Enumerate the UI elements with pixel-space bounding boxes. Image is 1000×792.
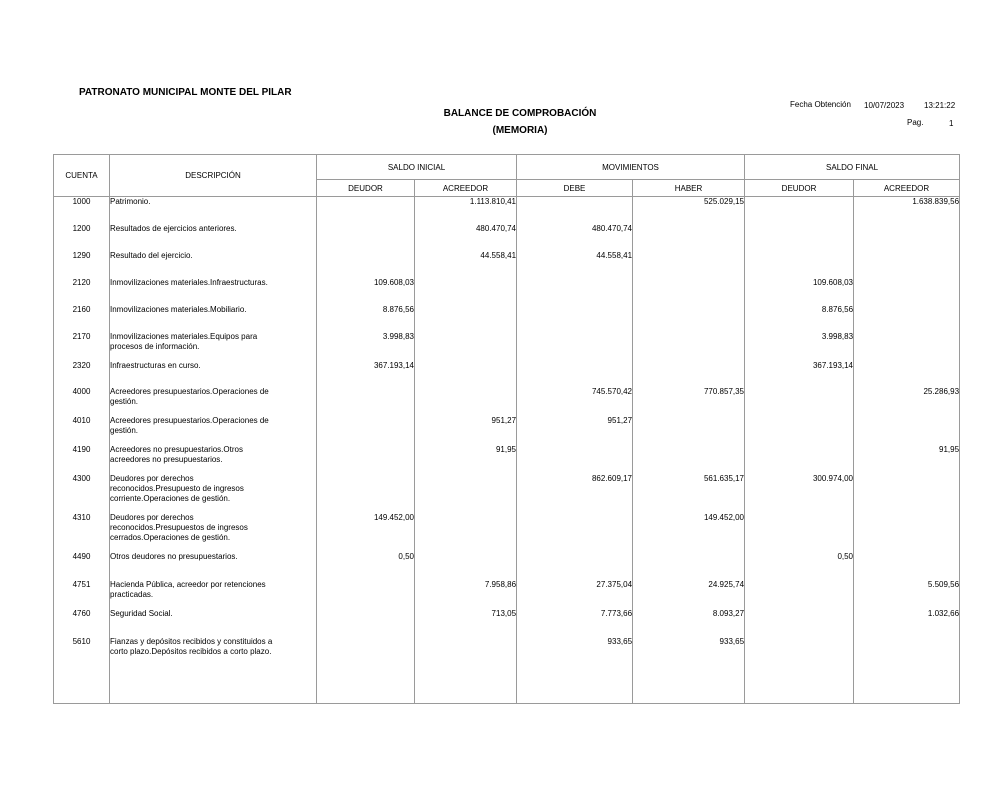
cell-si-deudor — [317, 580, 415, 609]
cell-mov-debe: 745.570,42 — [517, 387, 633, 416]
table-row — [54, 637, 960, 667]
cell-sf-deudor: 0,50 — [745, 552, 854, 580]
cell-sf-acreedor: 5.509,56 — [854, 580, 960, 609]
cell-si-deudor: 8.876,56 — [317, 305, 415, 332]
description-line: gestión. — [110, 396, 139, 406]
cell-sf-deudor — [745, 224, 854, 251]
cell-descripcion — [110, 474, 317, 513]
cell-si-deudor: 367.193,14 — [317, 361, 415, 387]
cell-mov-haber — [633, 552, 745, 580]
description-line: Deudores por derechos — [110, 473, 194, 483]
cell-si-deudor: 149.452,00 — [317, 513, 415, 552]
cell-sf-deudor: 367.193,14 — [745, 361, 854, 387]
cell-mov-haber: 770.857,35 — [633, 387, 745, 416]
cell-cuenta: 2160 — [54, 305, 110, 332]
cell-mov-haber — [633, 445, 745, 474]
cell-cuenta: 4751 — [54, 580, 110, 609]
cell-si-deudor — [317, 445, 415, 474]
description-line: acreedores no presupuestarios. — [110, 454, 223, 464]
description-line: Resultados de ejercicios anteriores. — [110, 223, 237, 233]
cell-sf-deudor — [745, 580, 854, 609]
table-row — [54, 197, 960, 224]
cell-descripcion — [110, 251, 317, 278]
description-line: corto plazo.Depósitos recibidos a corto plazo. — [110, 646, 272, 656]
empty-cell — [317, 667, 415, 704]
cell-si-deudor: 3.998,83 — [317, 332, 415, 361]
cell-sf-acreedor — [854, 361, 960, 387]
cell-cuenta: 4000 — [54, 387, 110, 416]
cell-cuenta: 5610 — [54, 637, 110, 667]
cell-mov-haber — [633, 305, 745, 332]
cell-si-acreedor: 951,27 — [415, 416, 517, 445]
cell-cuenta: 4190 — [54, 445, 110, 474]
cell-si-acreedor: 713,05 — [415, 609, 517, 637]
cell-mov-debe — [517, 278, 633, 305]
cell-sf-acreedor: 91,95 — [854, 445, 960, 474]
cell-sf-acreedor — [854, 251, 960, 278]
table-row — [54, 251, 960, 278]
table-row — [54, 416, 960, 445]
fecha-value: 10/07/2023 — [864, 101, 905, 110]
cell-mov-haber — [633, 251, 745, 278]
cell-mov-haber: 149.452,00 — [633, 513, 745, 552]
cell-mov-haber: 8.093,27 — [633, 609, 745, 637]
cell-cuenta: 4760 — [54, 609, 110, 637]
cell-mov-haber: 24.925,74 — [633, 580, 745, 609]
description-line: Fianzas y depósitos recibidos y constituidos a — [110, 636, 273, 646]
table-row — [54, 278, 960, 305]
description-line: practicadas. — [110, 589, 154, 599]
cell-sf-deudor — [745, 197, 854, 224]
cell-descripcion — [110, 332, 317, 361]
cell-si-deudor — [317, 251, 415, 278]
table-row — [54, 580, 960, 609]
filler-row — [54, 667, 960, 704]
description-line: Acreedores presupuestarios.Operaciones de — [110, 386, 269, 396]
header-descripcion: DESCRIPCIÓN — [110, 155, 317, 197]
cell-cuenta: 2120 — [54, 278, 110, 305]
description-line: reconocidos.Presupuestos de ingresos — [110, 522, 248, 532]
cell-mov-haber: 525.029,15 — [633, 197, 745, 224]
cell-sf-acreedor: 1.638.839,56 — [854, 197, 960, 224]
cell-sf-deudor: 109.608,03 — [745, 278, 854, 305]
cell-si-deudor — [317, 224, 415, 251]
description-line: Hacienda Pública, acreedor por retenciones — [110, 579, 266, 589]
cell-mov-haber — [633, 224, 745, 251]
description-line: Otros deudores no presupuestarios. — [110, 551, 238, 561]
header-cuenta: CUENTA — [54, 155, 110, 197]
description-line: Inmovilizaciones materiales.Infraestructuras. — [110, 277, 268, 287]
cell-cuenta: 2170 — [54, 332, 110, 361]
report-subtitle: (MEMORIA) — [492, 125, 548, 136]
description-line: Deudores por derechos — [110, 512, 194, 522]
cell-si-acreedor: 91,95 — [415, 445, 517, 474]
cell-si-deudor: 109.608,03 — [317, 278, 415, 305]
empty-cell — [745, 667, 854, 704]
cell-descripcion — [110, 513, 317, 552]
cell-cuenta: 1200 — [54, 224, 110, 251]
cell-descripcion — [110, 305, 317, 332]
cell-sf-acreedor: 1.032,66 — [854, 609, 960, 637]
description-line: procesos de información. — [110, 341, 200, 351]
organization-name: PATRONATO MUNICIPAL MONTE DEL PILAR — [79, 87, 292, 98]
cell-sf-deudor: 3.998,83 — [745, 332, 854, 361]
cell-mov-haber — [633, 361, 745, 387]
description-line: reconocidos.Presupuesto de ingresos — [110, 483, 244, 493]
cell-cuenta: 4300 — [54, 474, 110, 513]
empty-cell — [415, 667, 517, 704]
empty-cell — [110, 667, 317, 704]
cell-si-acreedor — [415, 332, 517, 361]
cell-mov-debe — [517, 332, 633, 361]
page-number: 1 — [949, 119, 954, 128]
description-line: Inmovilizaciones materiales.Mobiliario. — [110, 304, 247, 314]
cell-si-acreedor — [415, 361, 517, 387]
cell-sf-acreedor — [854, 416, 960, 445]
hora-value: 13:21:22 — [924, 101, 956, 110]
cell-sf-deudor: 300.974,00 — [745, 474, 854, 513]
cell-si-deudor — [317, 637, 415, 667]
cell-si-acreedor — [415, 278, 517, 305]
fecha-label: Fecha Obtención — [790, 100, 851, 109]
empty-cell — [633, 667, 745, 704]
cell-sf-deudor: 8.876,56 — [745, 305, 854, 332]
cell-si-acreedor — [415, 387, 517, 416]
description-line: corriente.Operaciones de gestión. — [110, 493, 231, 503]
cell-si-acreedor — [415, 513, 517, 552]
cell-sf-deudor — [745, 609, 854, 637]
cell-mov-haber: 933,65 — [633, 637, 745, 667]
subheader-sf-acreedor: ACREEDOR — [854, 180, 960, 197]
cell-sf-deudor — [745, 445, 854, 474]
cell-descripcion — [110, 609, 317, 637]
description-line: Acreedores no presupuestarios.Otros — [110, 444, 243, 454]
cell-si-deudor — [317, 474, 415, 513]
cell-si-acreedor: 7.958,86 — [415, 580, 517, 609]
cell-cuenta: 1000 — [54, 197, 110, 224]
cell-mov-haber — [633, 332, 745, 361]
cell-mov-debe: 951,27 — [517, 416, 633, 445]
cell-si-acreedor: 480.470,74 — [415, 224, 517, 251]
table-row — [54, 305, 960, 332]
cell-sf-acreedor — [854, 474, 960, 513]
cell-cuenta: 1290 — [54, 251, 110, 278]
cell-mov-debe: 44.558,41 — [517, 251, 633, 278]
description-line: Infraestructuras en curso. — [110, 360, 201, 370]
cell-mov-debe: 933,65 — [517, 637, 633, 667]
cell-si-deudor — [317, 416, 415, 445]
empty-cell — [54, 667, 110, 704]
description-line: Inmovilizaciones materiales.Equipos para — [110, 331, 258, 341]
cell-descripcion — [110, 445, 317, 474]
cell-sf-deudor — [745, 513, 854, 552]
page-label: Pag. — [907, 118, 924, 127]
cell-si-acreedor: 1.113.810,41 — [415, 197, 517, 224]
cell-mov-debe — [517, 197, 633, 224]
cell-sf-deudor — [745, 637, 854, 667]
cell-si-deudor — [317, 197, 415, 224]
cell-si-acreedor: 44.558,41 — [415, 251, 517, 278]
cell-sf-acreedor: 25.286,93 — [854, 387, 960, 416]
cell-descripcion — [110, 552, 317, 580]
cell-mov-debe — [517, 552, 633, 580]
cell-descripcion — [110, 580, 317, 609]
table-body — [54, 197, 960, 704]
cell-descripcion — [110, 361, 317, 387]
header-movimientos: MOVIMIENTOS — [517, 155, 745, 180]
subheader-si-deudor: DEUDOR — [317, 180, 415, 197]
cell-sf-deudor — [745, 416, 854, 445]
cell-cuenta: 4310 — [54, 513, 110, 552]
table-row — [54, 332, 960, 361]
cell-descripcion — [110, 416, 317, 445]
table-row — [54, 445, 960, 474]
subheader-si-acreedor: ACREEDOR — [415, 180, 517, 197]
cell-si-acreedor — [415, 637, 517, 667]
cell-cuenta: 4490 — [54, 552, 110, 580]
description-line: Acreedores presupuestarios.Operaciones de — [110, 415, 269, 425]
subheader-haber: HABER — [633, 180, 745, 197]
cell-sf-acreedor — [854, 552, 960, 580]
empty-cell — [854, 667, 960, 704]
description-line: Seguridad Social. — [110, 608, 173, 618]
cell-sf-deudor — [745, 387, 854, 416]
cell-mov-haber — [633, 278, 745, 305]
cell-descripcion — [110, 387, 317, 416]
table-row — [54, 513, 960, 552]
cell-si-deudor: 0,50 — [317, 552, 415, 580]
cell-mov-debe — [517, 513, 633, 552]
cell-sf-acreedor — [854, 305, 960, 332]
description-line: gestión. — [110, 425, 139, 435]
cell-sf-acreedor — [854, 332, 960, 361]
cell-sf-acreedor — [854, 224, 960, 251]
cell-mov-debe: 7.773,66 — [517, 609, 633, 637]
cell-sf-acreedor — [854, 637, 960, 667]
balance-table — [53, 154, 960, 704]
cell-mov-debe: 27.375,04 — [517, 580, 633, 609]
cell-mov-haber — [633, 416, 745, 445]
cell-sf-deudor — [745, 251, 854, 278]
cell-mov-haber: 561.635,17 — [633, 474, 745, 513]
table-row — [54, 224, 960, 251]
cell-si-deudor — [317, 609, 415, 637]
table-row — [54, 552, 960, 580]
cell-mov-debe — [517, 445, 633, 474]
cell-sf-acreedor — [854, 513, 960, 552]
table-row — [54, 609, 960, 637]
header-saldo-inicial: SALDO INICIAL — [317, 155, 517, 180]
subheader-sf-deudor: DEUDOR — [745, 180, 854, 197]
description-line: Resultado del ejercicio. — [110, 250, 193, 260]
cell-cuenta: 4010 — [54, 416, 110, 445]
cell-si-acreedor — [415, 305, 517, 332]
header-saldo-final: SALDO FINAL — [745, 155, 960, 180]
cell-mov-debe — [517, 305, 633, 332]
empty-cell — [517, 667, 633, 704]
cell-mov-debe: 862.609,17 — [517, 474, 633, 513]
cell-descripcion — [110, 197, 317, 224]
description-line: Patrimonio. — [110, 197, 151, 206]
cell-descripcion — [110, 278, 317, 305]
table-row — [54, 387, 960, 416]
description-line: cerrados.Operaciones de gestión. — [110, 532, 231, 542]
cell-si-deudor — [317, 387, 415, 416]
table-row — [54, 474, 960, 513]
cell-si-acreedor — [415, 474, 517, 513]
report-title: BALANCE DE COMPROBACIÓN — [443, 108, 597, 119]
cell-mov-debe — [517, 361, 633, 387]
cell-mov-debe: 480.470,74 — [517, 224, 633, 251]
cell-si-acreedor — [415, 552, 517, 580]
cell-descripcion — [110, 224, 317, 251]
cell-sf-acreedor — [854, 278, 960, 305]
cell-descripcion — [110, 637, 317, 667]
table-row — [54, 361, 960, 387]
subheader-debe: DEBE — [517, 180, 633, 197]
cell-cuenta: 2320 — [54, 361, 110, 387]
